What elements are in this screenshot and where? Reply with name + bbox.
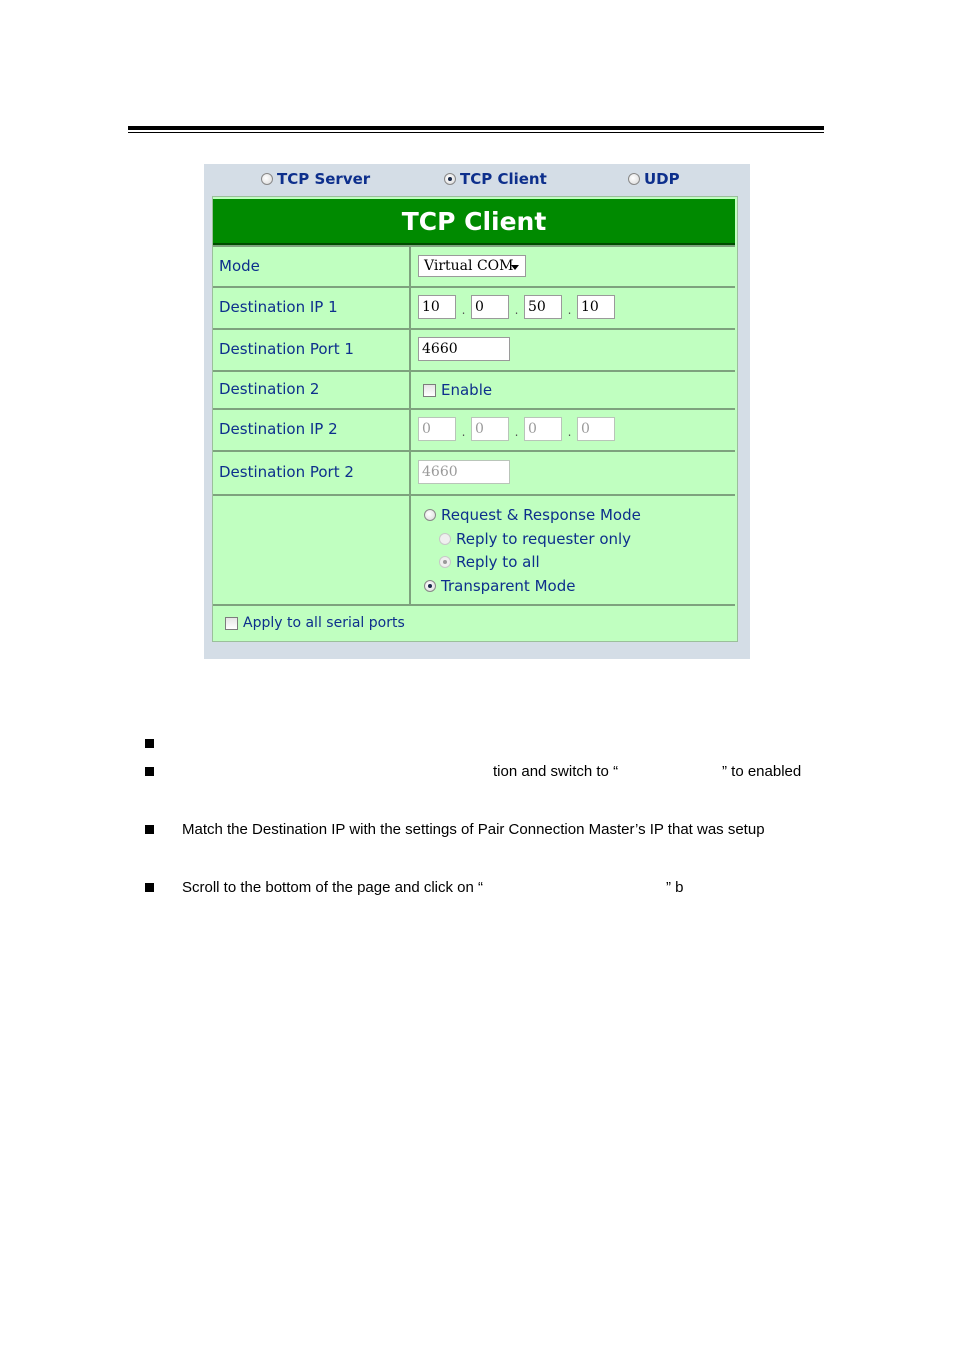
settings-panel bbox=[204, 164, 750, 659]
ip-separator: . bbox=[461, 303, 466, 317]
mode-row bbox=[213, 245, 735, 286]
destination-port2-label: Destination Port 2 bbox=[219, 463, 354, 481]
destination2-label: Destination 2 bbox=[219, 380, 320, 398]
mode-option-tcp-client[interactable] bbox=[444, 170, 547, 188]
radio-checked-icon[interactable] bbox=[444, 173, 456, 185]
radio-icon[interactable] bbox=[439, 533, 451, 545]
ip-separator: . bbox=[567, 425, 572, 439]
mode-select-value: Virtual COM bbox=[424, 258, 514, 274]
destination2-row bbox=[213, 370, 735, 408]
mode-selector bbox=[204, 170, 750, 192]
apply-all-row bbox=[213, 604, 735, 641]
mode-option-label: TCP Server bbox=[277, 170, 371, 188]
instruction-4-start: Scroll to the bottom of the page and click on “ bbox=[182, 879, 484, 896]
transparent-mode-option[interactable] bbox=[424, 577, 575, 595]
ip-separator: . bbox=[514, 303, 519, 317]
destination-ip2-label: Destination IP 2 bbox=[219, 420, 338, 438]
instruction-3: Match the Destination IP with the settings of Pair Connection Master’s IP that was setup bbox=[182, 821, 765, 838]
apply-all-serial-ports-label: Apply to all serial ports bbox=[243, 615, 405, 631]
response-mode-row bbox=[213, 494, 735, 604]
page-header-rule-thin bbox=[128, 132, 824, 133]
reply-requester-only-option[interactable] bbox=[439, 530, 631, 548]
destination-port1-row bbox=[213, 328, 735, 370]
apply-all-serial-ports[interactable] bbox=[225, 615, 405, 631]
instruction-4-end: ” b bbox=[666, 879, 684, 896]
destination-ip2-octet-3[interactable]: 0 bbox=[524, 417, 562, 441]
instruction-2-end: ” to enabled bbox=[722, 763, 802, 780]
reply-to-all-label: Reply to all bbox=[456, 553, 540, 571]
chevron-down-icon bbox=[511, 265, 519, 270]
destination-ip1-label: Destination IP 1 bbox=[219, 298, 338, 316]
column-divider bbox=[409, 247, 411, 286]
destination-ip1-octet-4[interactable]: 10 bbox=[577, 295, 615, 319]
column-divider bbox=[409, 330, 411, 370]
mode-select[interactable] bbox=[418, 255, 526, 277]
radio-checked-icon[interactable] bbox=[424, 580, 436, 592]
checkbox-icon[interactable] bbox=[423, 384, 436, 397]
destination-ip2-row bbox=[213, 408, 735, 450]
destination-port1-label: Destination Port 1 bbox=[219, 340, 354, 358]
destination2-enable[interactable] bbox=[423, 381, 492, 399]
mode-option-label: UDP bbox=[644, 170, 680, 188]
destination-port1-input[interactable]: 4660 bbox=[418, 337, 510, 361]
ip-separator: . bbox=[514, 425, 519, 439]
destination-ip1-octet-1[interactable]: 10 bbox=[418, 295, 456, 319]
radio-checked-icon[interactable] bbox=[439, 556, 451, 568]
ip-separator: . bbox=[461, 425, 466, 439]
instruction-2-mid: tion and switch to “ bbox=[493, 763, 619, 780]
radio-icon[interactable] bbox=[261, 173, 273, 185]
column-divider bbox=[409, 496, 411, 604]
destination-ip2-octet-4[interactable]: 0 bbox=[577, 417, 615, 441]
request-response-mode-option[interactable] bbox=[424, 506, 641, 524]
column-divider bbox=[409, 372, 411, 408]
transparent-mode-label: Transparent Mode bbox=[441, 577, 576, 595]
mode-option-udp[interactable] bbox=[628, 170, 680, 188]
radio-icon[interactable] bbox=[424, 509, 436, 521]
column-divider bbox=[409, 288, 411, 328]
column-divider bbox=[409, 410, 411, 450]
mode-option-label: TCP Client bbox=[460, 170, 547, 188]
destination-ip1-octet-3[interactable]: 50 bbox=[524, 295, 562, 319]
destination-ip1-row bbox=[213, 286, 735, 328]
destination-ip2-octet-1[interactable]: 0 bbox=[418, 417, 456, 441]
bullet-square-icon bbox=[145, 739, 154, 748]
reply-to-all-option[interactable] bbox=[439, 553, 540, 571]
form-title: TCP Client bbox=[213, 199, 735, 245]
request-response-mode-label: Request & Response Mode bbox=[441, 506, 641, 524]
mode-option-tcp-server[interactable] bbox=[261, 170, 370, 188]
tcp-client-form bbox=[212, 196, 738, 642]
mode-label: Mode bbox=[219, 257, 260, 275]
destination-port2-row bbox=[213, 450, 735, 494]
column-divider bbox=[409, 452, 411, 494]
bullet-square-icon bbox=[145, 767, 154, 776]
checkbox-icon[interactable] bbox=[225, 617, 238, 630]
destination-ip1-octet-2[interactable]: 0 bbox=[471, 295, 509, 319]
destination2-enable-label: Enable bbox=[441, 381, 493, 399]
bullet-square-icon bbox=[145, 825, 154, 834]
destination-ip2-octet-2[interactable]: 0 bbox=[471, 417, 509, 441]
page-header-rule bbox=[128, 126, 824, 130]
bullet-square-icon bbox=[145, 883, 154, 892]
destination-port2-input[interactable]: 4660 bbox=[418, 460, 510, 484]
radio-icon[interactable] bbox=[628, 173, 640, 185]
ip-separator: . bbox=[567, 303, 572, 317]
reply-requester-only-label: Reply to requester only bbox=[456, 530, 632, 548]
